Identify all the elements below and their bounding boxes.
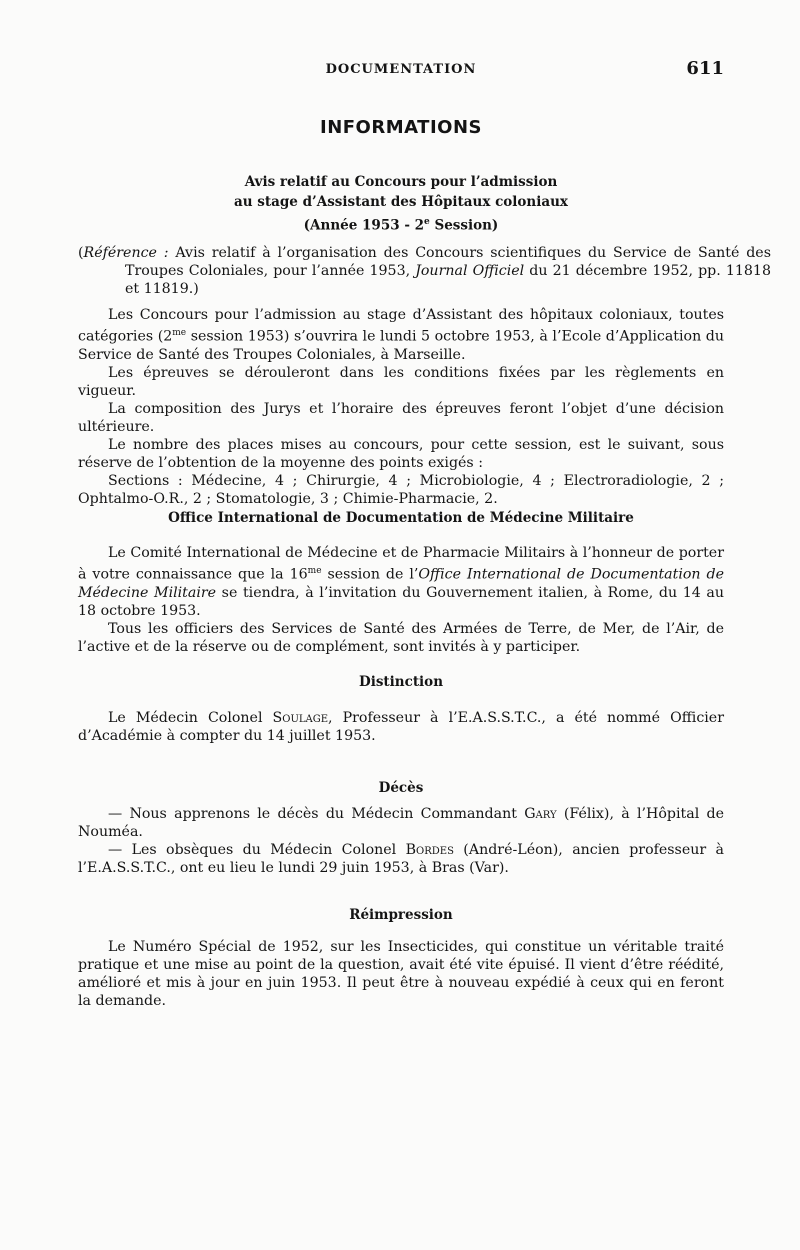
- p1-text-a: Les Concours pour l’admission au stage d’Assistant des hôpitaux coloniaux, toutes catégories (2: [78, 307, 724, 345]
- document-page: [78, 0, 771, 1250]
- deces-p1-name: Gary: [524, 806, 557, 822]
- office-body: [78, 544, 724, 656]
- concours-heading-line-1: Avis relatif au Concours pour l’admission: [244, 174, 558, 190]
- concours-paragraph-5: Sections : Médecine, 4 ; Chirurgie, 4 ; Microbiologie, 4 ; Electroradiologie, 2 ; Ophtalmo-O.R., 2 ; Stomatologie, 3 ; Chimie-Pharmacie, 2.: [78, 472, 724, 507]
- deces-p2-text-b: (André-Léon), ancien professeur à l’E.A.S.S.T.C., ont eu lieu le lundi 29 juin 1953, à Bras (Var).: [78, 842, 724, 876]
- office-p1-text-b: session de l’: [321, 566, 419, 583]
- distinction-text-a: Le Médecin Colonel: [108, 710, 273, 726]
- office-paragraph-1: [78, 544, 724, 620]
- reimpression-body: [78, 938, 724, 1010]
- office-p1-italic: Office International de Documentation de Médecine Militaire: [78, 566, 724, 601]
- concours-heading: [78, 172, 724, 236]
- concours-heading-line-2: au stage d’Assistant des Hôpitaux coloniaux: [234, 194, 568, 210]
- deces-heading: Décès: [378, 780, 424, 796]
- distinction-paragraph: [78, 709, 724, 745]
- deces-p2-name: Bordes: [405, 842, 454, 858]
- distinction-text-b: , Professeur à l’E.A.S.S.T.C., a été nommé Officier d’Académie à compter du 14 juillet 1953.: [78, 710, 724, 744]
- deces-body: [78, 805, 724, 877]
- distinction-name: Soulage: [272, 710, 329, 726]
- running-header: [78, 58, 724, 82]
- concours-paragraph-4: Le nombre des places mises au concours, pour cette session, est le suivant, sous réserve de l’obtention de la moyenne des points exigés :: [78, 436, 724, 471]
- office-p1-text-c: se tiendra, à l’invitation du Gouvernement italien, à Rome, du 14 au 18 octobre 1953.: [78, 584, 724, 619]
- office-p1-superscript: me: [307, 566, 322, 576]
- page-title: INFORMATIONS: [320, 117, 482, 138]
- concours-paragraph-2: Les épreuves se dérouleront dans les conditions fixées par les règlements en vigueur.: [78, 364, 724, 399]
- ref-text: Avis relatif à l’organisation des Concours scientifiques du Service de Santé des Troupes Coloniales, pour l’année 1953,: [125, 245, 771, 279]
- concours-paragraph-1: [78, 306, 724, 364]
- heading-year-text: (Année 1953 - 2: [303, 217, 425, 234]
- ref-open-paren: (: [78, 245, 84, 261]
- concours-heading-line-3: [78, 212, 724, 236]
- running-head-title: DOCUMENTATION: [325, 62, 477, 77]
- p1-text-b: session 1953) s’ouvrira le lundi 5 octobre 1953, à l’Ecole d’Application du Service de Santé des Troupes Coloniales, à Marseille.: [78, 328, 724, 363]
- distinction-heading: Distinction: [358, 674, 444, 690]
- distinction-body: [78, 709, 724, 745]
- deces-p1-text-a: — Nous apprenons le décès du Médecin Commandant: [108, 806, 525, 822]
- reimpression-heading: Réimpression: [349, 907, 453, 923]
- ref-date: du 21 décembre 1952, pp. 11818 et 11819.): [125, 263, 771, 297]
- reference-note: [78, 244, 771, 298]
- ref-journal: Journal Officiel: [415, 263, 525, 279]
- concours-body: [78, 306, 724, 508]
- office-paragraph-2: Tous les officiers des Services de Santé des Armées de Terre, de Mer, de l’Air, de l’active et de la réserve ou de complément, sont invités à y participer.: [78, 620, 724, 655]
- ref-label: Référence :: [83, 245, 169, 261]
- heading-superscript: e: [424, 217, 430, 227]
- deces-paragraph-2: [78, 841, 724, 877]
- office-heading: Office International de Documentation de Médecine Militaire: [168, 510, 634, 526]
- p1-superscript: me: [172, 328, 187, 338]
- office-p1-text-a: Le Comité International de Médecine et de Pharmacie Militairs à l’honneur de porter à votre connaissance que la 16: [78, 545, 724, 583]
- deces-p1-text-b: (Félix), à l’Hôpital de Nouméa.: [78, 806, 724, 840]
- deces-p2-text-a: — Les obsèques du Médecin Colonel: [108, 842, 406, 858]
- heading-session-text: Session): [429, 217, 499, 234]
- deces-paragraph-1: [78, 805, 724, 841]
- concours-paragraph-3: La composition des Jurys et l’horaire des épreuves feront l’objet d’une décision ultérieure.: [78, 400, 724, 435]
- page-number: 611: [686, 58, 724, 79]
- reimpression-paragraph: Le Numéro Spécial de 1952, sur les Insecticides, qui constitue un véritable traité pratique et une mise au point de la question, avait été vite épuisé. Il vient d’être réédité, amélioré et mis à jour en juin 1953. Il peut être à nouveau expédié à ceux qui en feront la demande.: [78, 939, 724, 1009]
